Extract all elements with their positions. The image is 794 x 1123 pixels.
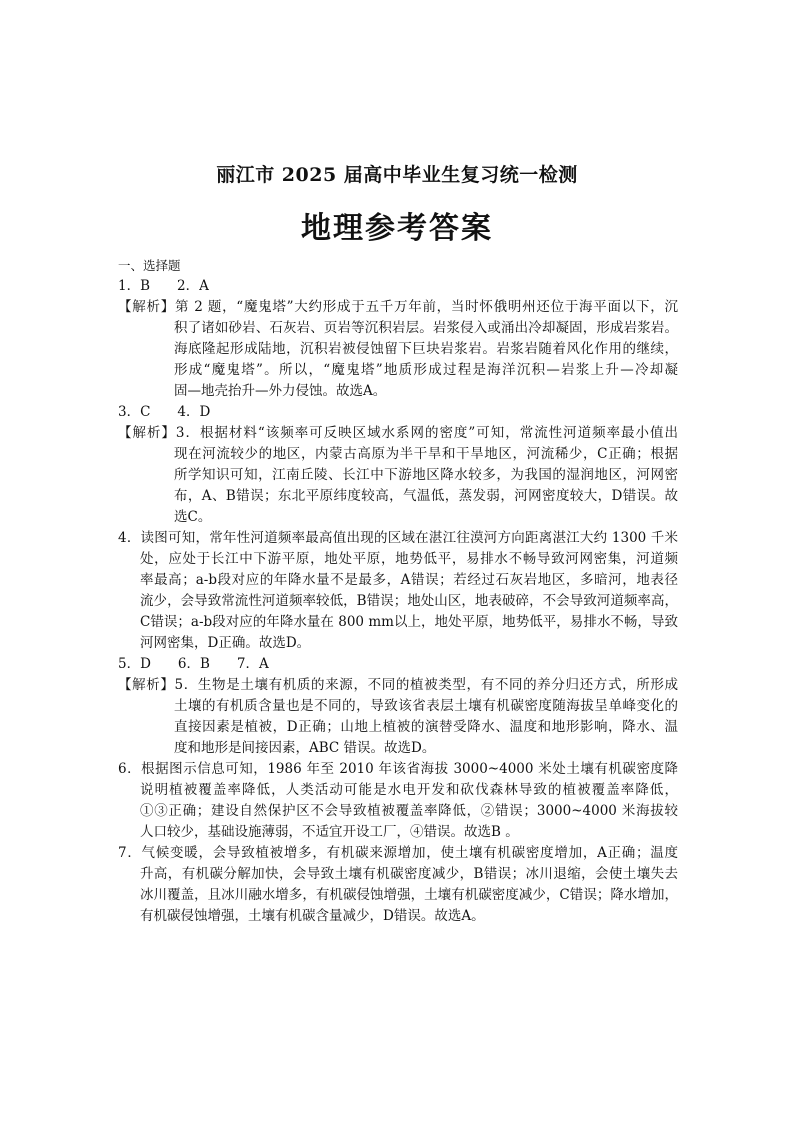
explanation-line: 7．气候变暖，会导致植被增多，有机碳来源增加，使土壤有机碳密度增加，A正确；温度: [118, 845, 678, 861]
answer-line-3-4: 3．C 4．D: [118, 404, 211, 420]
explanation-q5: [118, 675, 678, 759]
explanation-line: 率最高；a-b段对应的年降水量不是最多，A错误；若经过石灰岩地区，多暗河，地表径: [140, 572, 678, 588]
explanation-line: C错误；a-b段对应的年降水量在 800 mm以上，地处平原，地势低平，易排水不畅，导致: [140, 614, 678, 630]
explanation-q6: [118, 759, 678, 843]
explanation-line: 海底隆起形成陆地，沉积岩被侵蚀留下巨块岩浆岩。岩浆岩随着风化作用的继续，: [174, 341, 678, 357]
explanation-line: 说明植被覆盖率降低，人类活动可能是水电开发和砍伐森林导致的植被覆盖率降低，: [140, 782, 678, 798]
explanation-line: 【解析】第 2 题，“魔鬼塔”大约形成于五千万年前，当时怀俄明州还位于海平面以下，沉: [118, 299, 678, 315]
section-heading: 一、选择题: [118, 258, 181, 273]
explanation-line: 【解析】5．生物是土壤有机质的来源，不同的植被类型，有不同的养分归还方式，所形成: [118, 677, 678, 693]
exam-subtitle: 丽江市 2025 届高中毕业生复习统一检测: [216, 164, 578, 186]
explanation-line: 布，A、B错误；东北平原纬度较高，气温低，蒸发弱，河网密度较大，D错误。故: [174, 488, 678, 504]
explanation-line: 流少，会导致常流性河道频率较低，B错误；地处山区，地表破碎，不会导致河道频率高，: [140, 593, 678, 609]
explanation-line: 河网密集，D正确。故选D。: [140, 635, 311, 651]
explanation-line: 所学知识可知，江南丘陵、长江中下游地区降水较多，为我国的湿润地区，河网密: [174, 467, 678, 483]
explanation-line: 有机碳侵蚀增强，土壤有机碳含量减少，D错误。故选A。: [140, 908, 485, 924]
explanation-q7: [118, 843, 678, 927]
answer-line-1-2: 1．B 2．A: [118, 278, 209, 294]
explanation-line: 土壤的有机质含量也是不同的，导致该省表层土壤有机碳密度随海拔呈单峰变化的: [174, 698, 678, 714]
explanation-line: 4．读图可知，常年性河道频率最高值出现的区域在湛江往漠河方向距离湛江大约 1300 千米: [118, 530, 678, 546]
page-title: 地理参考答案: [301, 211, 493, 246]
explanation-line: 升高，有机碳分解加快，会导致土壤有机碳密度减少，B错误；冰川退缩，会使土壤失去: [140, 866, 678, 882]
explanation-line: ①③正确；建设自然保护区不会导致植被覆盖率降低，②错误；3000~4000 米海拔较: [140, 803, 678, 819]
explanation-q4: [118, 528, 678, 654]
explanation-q2: [118, 297, 678, 402]
explanation-q3: [118, 423, 678, 528]
explanation-line: 现在河流较少的地区，内蒙古高原为半干旱和干旱地区，河流稀少，C正确；根据: [174, 446, 678, 462]
explanation-line: 直接因素是植被，D正确；山地上植被的演替受降水、温度和地形影响，降水、温: [174, 719, 678, 735]
answer-line-5-7: 5．D 6．B 7．A: [118, 656, 269, 672]
explanation-line: 选C。: [174, 509, 212, 525]
explanation-line: 【解析】3．根据材料“该频率可反映区域水系网的密度”可知，常流性河道频率最小值出: [118, 425, 678, 441]
explanation-line: 积了诸如砂岩、石灰岩、页岩等沉积岩层。岩浆侵入或涌出冷却凝固，形成岩浆岩。: [174, 320, 678, 336]
explanation-line: 人口较少，基础设施薄弱，不适宜开设工厂，④错误。故选B 。: [140, 824, 519, 840]
explanation-line: 6．根据图示信息可知，1986 年至 2010 年该省海拔 3000~4000 米处土壤有机碳密度降: [118, 761, 678, 777]
explanation-line: 形成“魔鬼塔”。所以，“魔鬼塔”地质形成过程是海洋沉积—岩浆上升—冷却凝: [174, 362, 678, 378]
explanation-line: 处，应处于长江中下游平原，地处平原，地势低平，易排水不畅导致河网密集，河道频: [140, 551, 678, 567]
answer-content: [118, 255, 678, 927]
explanation-line: 固—地壳抬升—外力侵蚀。故选A。: [174, 383, 387, 399]
explanation-line: 冰川覆盖，且冰川融水增多，有机碳侵蚀增强，土壤有机碳密度减少，C错误；降水增加，: [140, 887, 678, 903]
explanation-line: 度和地形是间接因素，ABC 错误。故选D。: [174, 740, 436, 756]
